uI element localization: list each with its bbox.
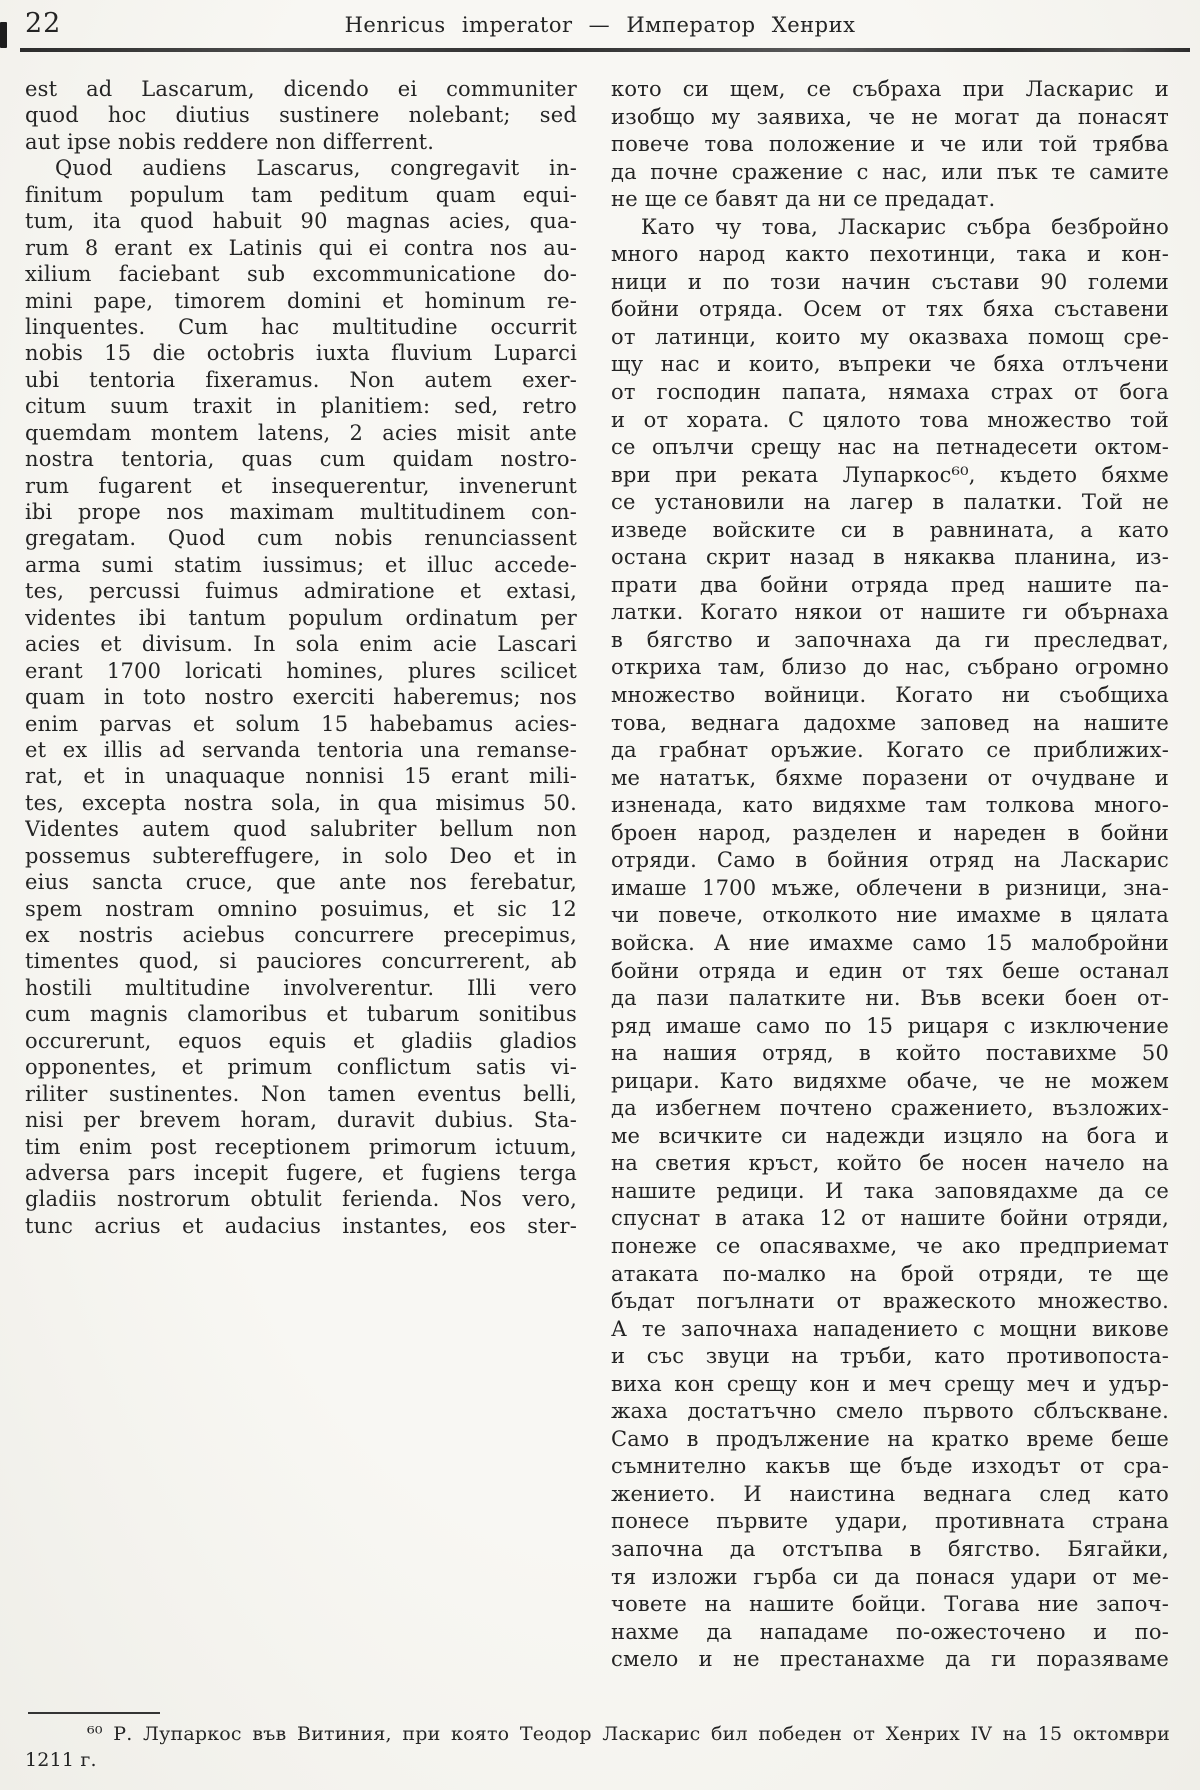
- text-line: А те започнаха нападението с мощни викове: [611, 1316, 1169, 1341]
- text-line: да почне сражение с нас, или пък те самите: [611, 159, 1169, 184]
- text-line: повече това положение и че или той трябва: [611, 132, 1169, 157]
- footnote: [25, 1721, 1170, 1773]
- text-line: opponentes, et primum conflictum satis vi-: [25, 1055, 577, 1080]
- text-line: tum, ita quod habuit 90 magnas acies, qua-: [25, 209, 577, 234]
- text-line: hostili multitudine involverentur. Illi vero: [25, 975, 577, 1000]
- text-line: arma sumi statim iussimus; et illuc accede-: [25, 552, 577, 577]
- text-line: жението. И наистина веднага след като: [611, 1481, 1169, 1506]
- text-line: ме всичките си надежди изцяло на бога и: [611, 1123, 1169, 1148]
- text-line: quod hoc diutius sustinere nolebant; sed: [25, 103, 577, 128]
- text-line: timentes quod, si pauciores concurrerent, ab: [25, 949, 577, 974]
- text-line: ⁶⁰ Р. Лупаркос във Витиния, при която Теодор Ласкарис бил победен от Хенрих IV на 15 октомври: [87, 1723, 1170, 1745]
- text-line: eius sancta cruce, que ante nos ferebatur,: [25, 870, 577, 895]
- text-line: латки. Когато някои от нашите ги обърнаха: [611, 600, 1169, 625]
- latin-column: [25, 76, 577, 1674]
- text-line: ibi prope nos maximam multitudinem con-: [25, 500, 577, 524]
- text-line: остана скрит назад в някаква планина, из-: [611, 545, 1169, 570]
- text-line: tim enim post receptionem primorum ictuum,: [25, 1134, 577, 1159]
- text-line: да пази палатките ни. Във всеки боен от-: [611, 986, 1169, 1011]
- text-line: nisi per brevem horam, duravit dubius. Sta-: [25, 1108, 577, 1133]
- text-line: rat, et in unaquaque nonnisi 15 erant mili-: [25, 764, 577, 789]
- text-line: изведе войските си в равнината, а като: [611, 517, 1169, 542]
- text-line: quam in toto nostro exerciti haberemus; nos: [25, 685, 577, 710]
- text-line: понесе първите удари, противната страна: [611, 1509, 1169, 1534]
- text-line: отряди. Само в бойния отряд на Ласкарис: [611, 848, 1169, 873]
- text-line: Като чу това, Ласкарис събра безбройно: [641, 214, 1169, 239]
- text-line: tes, excepta nostra sola, in qua misimus 50.: [25, 790, 577, 815]
- text-line: mini pape, timorem domini et hominum re-: [25, 288, 577, 313]
- text-line: на светия кръст, който бе носен начело на: [611, 1151, 1169, 1176]
- text-line: атаката по-малко на брой отряди, те ще: [611, 1261, 1169, 1286]
- text-line: нашите редици. И така заповядахме да се: [611, 1178, 1169, 1203]
- text-line: чи повече, отколкото ние имахме в цялата: [611, 903, 1169, 928]
- text-line: ме нататък, бяхме поразени от очудване и: [611, 765, 1169, 790]
- text-line: est ad Lascarum, dicendo ei communiter: [25, 77, 577, 101]
- text-line: tunc acrius et audacius instantes, eos ster-: [25, 1213, 577, 1238]
- text-line: много народ както пехотинци, така и кон-: [611, 242, 1169, 267]
- text-line: бойни отряда. Осем от тях бяха съставени: [611, 297, 1169, 322]
- text-line: кото си щем, се събраха при Ласкарис и: [611, 77, 1169, 101]
- text-line: gladiis nostrorum obtulit ferienda. Nos vero,: [25, 1187, 577, 1212]
- text-line: gregatam. Quod cum nobis renunciassent: [25, 526, 577, 551]
- text-line: rum 8 erant ex Latinis qui ei contra nos au-: [25, 235, 577, 260]
- text-line: рицари. Като видяхме обаче, че не можем: [611, 1068, 1169, 1093]
- text-line: понеже се опасявахме, че ако предприемат: [611, 1233, 1169, 1258]
- text-line: aut ipse nobis reddere non differrent.: [25, 129, 435, 154]
- text-line: ници и по този начин състави 90 големи: [611, 269, 1169, 294]
- text-line: Само в продължение на кратко време беше: [611, 1426, 1169, 1451]
- text-line: occurerunt, equos equis et gladiis gladios: [25, 1028, 577, 1053]
- text-line: откриха там, близо до нас, събрано огромно: [611, 655, 1169, 680]
- text-line: започна да отстъпва в бягство. Бягайки,: [611, 1536, 1169, 1561]
- text-line: nostra tentoria, quas cum quidam nostro-: [25, 447, 577, 472]
- footnote-rule: [28, 1712, 160, 1714]
- text-line: от латинци, които му оказваха помощ сре-: [611, 324, 1169, 349]
- text-line: прати два бойни отряда пред нашите па-: [611, 572, 1169, 597]
- text-line: enim parvas et solum 15 habebamus acies-: [25, 711, 577, 736]
- text-line: tes, percussi fuimus admiratione et extasi,: [25, 579, 577, 604]
- text-line: се опълчи срещу нас на петнадесети октом-: [611, 435, 1169, 460]
- text-line: тя изложи гърба си да понася удари от ме-: [611, 1564, 1169, 1589]
- text-line: виха кон срещу кон и меч срещу меч и удър-: [611, 1371, 1169, 1396]
- text-line: cum magnis clamoribus et tubarum sonitibus: [25, 1002, 577, 1027]
- text-line: linquentes. Cum hac multitudine occurrit: [25, 314, 577, 339]
- text-line: ряд имаше само по 15 рицаря с изключение: [611, 1013, 1169, 1038]
- text-line: rum fugarent et insequerentur, invenerunt: [25, 473, 577, 498]
- text-line: Quod audiens Lascarus, congregavit in-: [55, 156, 577, 181]
- text-line: щу нас и които, въпреки че бяха отлъчени: [611, 352, 1169, 377]
- running-title: Henricus imperator — Император Хенрих: [344, 13, 856, 37]
- text-line: acies et divisum. In sola enim acie Lascari: [25, 632, 577, 657]
- text-line: videntes ibi tantum populum ordinatum per: [25, 605, 577, 630]
- text-line: нахме да нападаме по-ожесточено и по-: [611, 1619, 1169, 1644]
- text-line: броен народ, разделен и нареден в бойни: [611, 820, 1169, 845]
- text-line: смело и не престанахме да ги поразяваме: [611, 1647, 1169, 1672]
- text-line: съмнително какъв ще бъде изходът от сра-: [611, 1454, 1169, 1479]
- bulgarian-column: [611, 76, 1169, 1674]
- text-line: erant 1700 loricati homines, plures scilicet: [25, 658, 577, 683]
- text-line: имаше 1700 мъже, облечени в ризници, зна-: [611, 875, 1169, 900]
- text-line: et ex illis ad servanda tentoria una remanse-: [25, 737, 577, 762]
- text-line: човете на нашите бойци. Тогава ние започ-: [611, 1592, 1169, 1617]
- text-line: да грабнат оръжие. Когато се приближих-: [611, 738, 1169, 763]
- page-number: 22: [25, 8, 62, 39]
- text-line: войска. А ние имахме само 15 малобройни: [611, 930, 1169, 955]
- text-line: nobis 15 die octobris iuxta fluvium Luparci: [25, 341, 577, 366]
- text-line: ex nostris aciebus concurrere precepimus,: [25, 923, 577, 947]
- text-line: в бягство и започнаха да ги преследват,: [611, 627, 1169, 652]
- text-line: ври при реката Лупаркос⁶⁰, където бяхме: [611, 462, 1169, 487]
- text-line: множество войници. Когато ни съобщиха: [611, 683, 1169, 708]
- text-line: 1211 г.: [25, 1749, 97, 1771]
- text-line: citum suum traxit in planitiem: sed, retro: [25, 394, 577, 419]
- text-line: на нашия отряд, в който поставихме 50: [611, 1041, 1169, 1066]
- text-line: спуснат в атака 12 от нашите бойни отряди,: [611, 1206, 1169, 1231]
- text-line: изненада, като видяхме там толкова много-: [611, 793, 1169, 818]
- header-rule: [20, 48, 1190, 52]
- text-line: бойни отряда и един от тях беше останал: [611, 958, 1169, 983]
- text-line: spem nostram omnino posuimus, et sic 12: [25, 896, 577, 921]
- text-line: да избегнем почтено сражението, възложих-: [611, 1096, 1169, 1121]
- text-line: и от хората. С цялото това множество той: [611, 407, 1169, 432]
- text-line: possemus subtereffugere, in solo Deo et in: [25, 843, 577, 868]
- text-line: не ще се бавят да ни се предадат.: [611, 187, 996, 212]
- text-line: се установили на лагер в палатки. Той не: [611, 490, 1169, 515]
- text-line: изобщо му заявиха, че не могат да понасят: [611, 104, 1169, 129]
- text-line: adversa pars incepit fugere, et fugiens terga: [25, 1160, 577, 1185]
- text-line: ubi tentoria fixeramus. Non autem exer-: [25, 367, 577, 392]
- text-line: Videntes autem quod salubriter bellum non: [25, 817, 577, 842]
- text-line: xilium faciebant sub excommunicatione do-: [25, 262, 577, 287]
- text-line: quemdam montem latens, 2 acies misit ante: [25, 420, 577, 445]
- text-line: finitum populum tam peditum quam equi-: [25, 182, 577, 207]
- text-line: и със звуци на тръби, като противопоста-: [611, 1344, 1169, 1369]
- text-line: riliter sustinentes. Non tamen eventus belli,: [25, 1081, 577, 1106]
- text-line: от господин папата, нямаха страх от бога: [611, 380, 1169, 405]
- text-line: жаха достатъчно смело първото сблъскване.: [611, 1399, 1169, 1424]
- text-line: бъдат погълнати от вражеското множество.: [611, 1289, 1169, 1314]
- text-line: това, веднага дадохме заповед на нашите: [611, 710, 1169, 735]
- text-columns: [25, 76, 1169, 1674]
